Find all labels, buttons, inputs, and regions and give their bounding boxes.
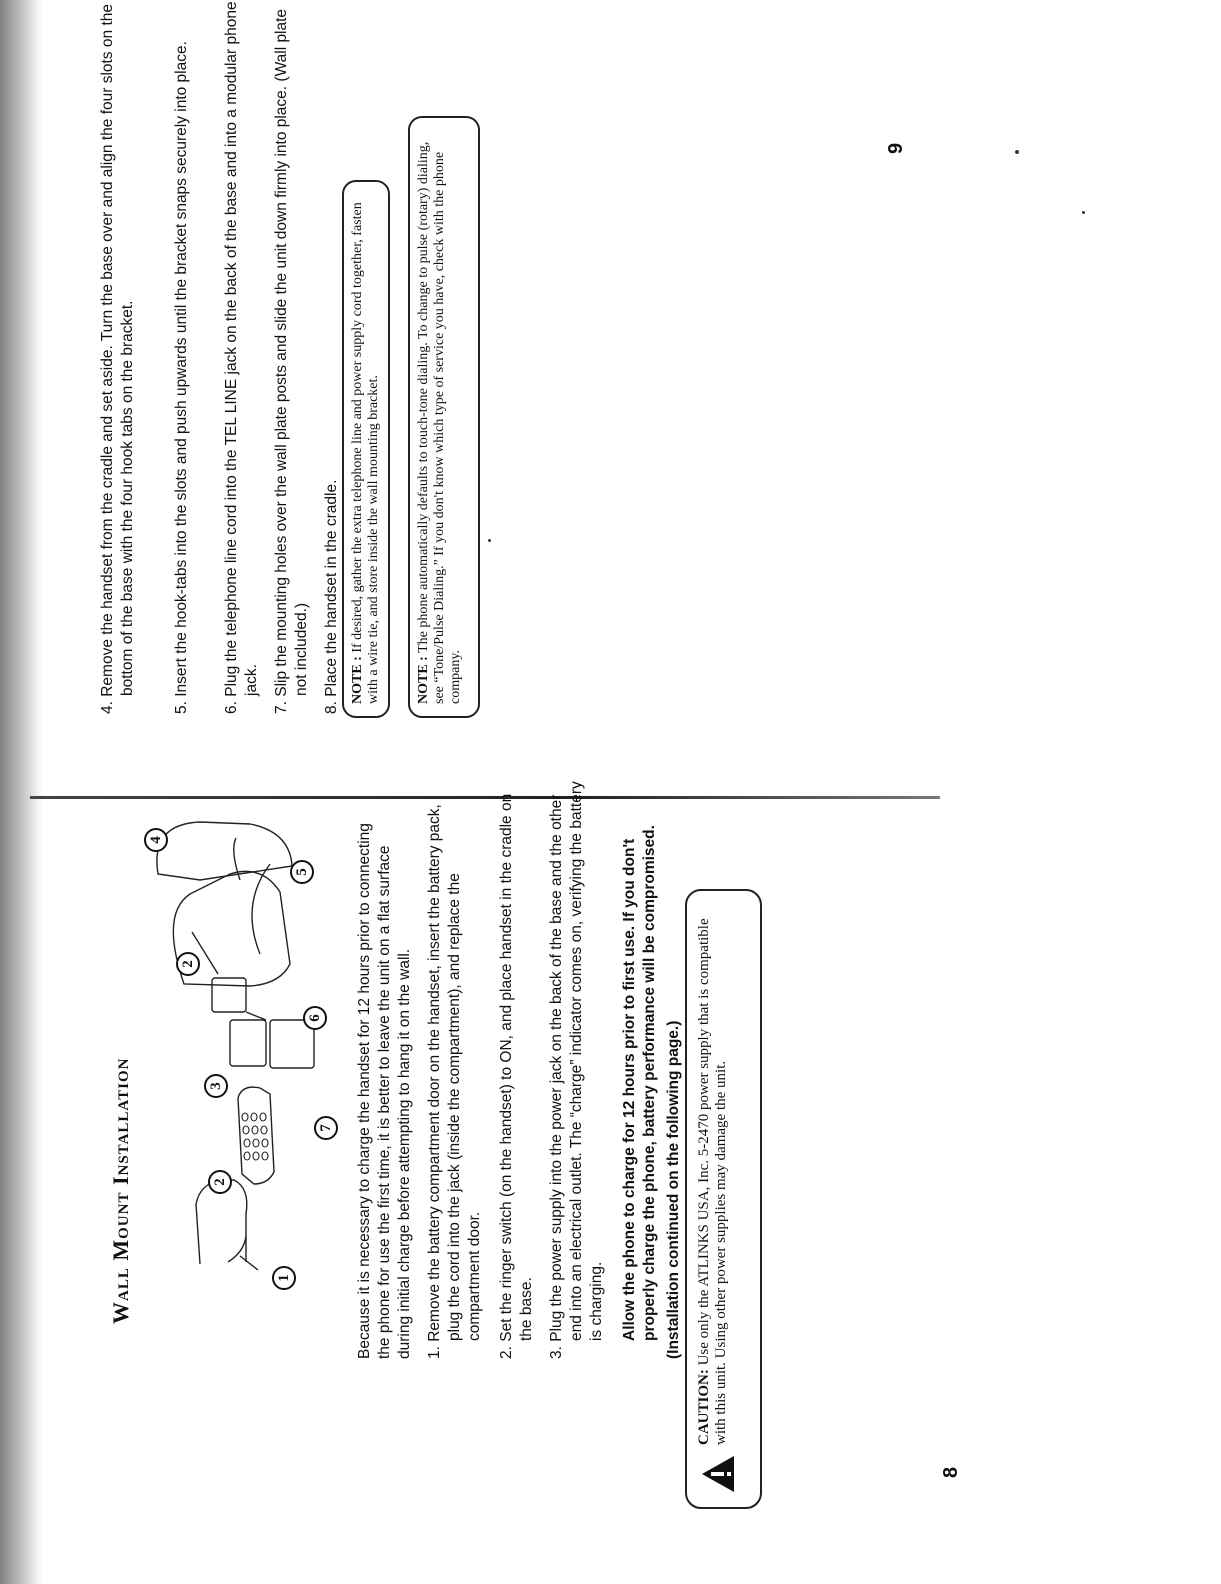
step-2: 2. Set the ringer switch (on the handset) to ON, and place handset in the cradle on the base. — [498, 793, 535, 1359]
callout-1: 1 — [272, 1266, 296, 1290]
step-3: 3. Plug the power supply into the power jack on the back of the base and the other end into an electrical outlet. The “charge” indicator comes on, verifying the battery is charging. — [548, 781, 605, 1359]
warning-triangle-icon — [701, 1455, 735, 1493]
scan-speck — [1015, 150, 1019, 154]
caution-text: Use only the ATLINKS USA, Inc. 5-2470 power supply that is compatible with this unit. Using other power supplies may damage the unit. — [696, 918, 729, 1445]
section-title: Wall Mount Installation — [108, 1057, 133, 1324]
step-5: 5. Insert the hook-tabs into the slots and push upwards until the bracket snaps securely into place. — [173, 41, 190, 714]
page-8 — [0, 781, 1221, 1584]
step-4: 4. Remove the handset from the cradle and set aside. Turn the base over and align the four slots on the bottom of the base with the four hook tabs on the bracket. — [99, 4, 136, 714]
note1-text: If desired, gather the extra telephone line and power supply cord together, fasten with a wire tie, and store inside the wall mounting bracket. — [350, 202, 381, 704]
callout-4: 4 — [144, 828, 168, 852]
page-9 — [0, 0, 1221, 784]
callout-6: 6 — [303, 1006, 327, 1030]
intro-paragraph: Because it is necessary to charge the handset for 12 hours prior to connecting the phone for use the first time, it is better to leave the unit on a flat surface during initial charge before attempting to hang it on the wall. — [356, 823, 413, 1359]
callout-3: 3 — [204, 1074, 228, 1098]
page-number-9: 9 — [885, 142, 907, 154]
note2-text: The phone automatically defaults to touch-tone dialing. To change to pulse (rotary) dialing, see “Tone/Pulse Dialing.” If you don't know which type of service you have, check with the phone company. — [416, 141, 463, 704]
caution-label: CAUTION: — [696, 1369, 712, 1445]
page-fold-line — [30, 796, 940, 799]
wall-mount-illustration — [130, 804, 345, 1284]
callout-2b: 2 — [176, 952, 200, 976]
note2-label: NOTE : — [416, 656, 431, 704]
step-7: 7. Slip the mounting holes over the wall plate posts and slide the unit down firmly into place. (Wall plate not included.) — [273, 8, 310, 714]
callout-5: 5 — [290, 860, 314, 884]
step-8: 8. Place the handset in the cradle. — [323, 479, 340, 714]
scan-speck — [488, 539, 491, 542]
page-number-8: 8 — [940, 1466, 962, 1478]
step-6: 6. Plug the telephone line cord into the TEL LINE jack on the back of the base and into a modular phone jack. — [223, 1, 260, 714]
step-1: 1. Remove the battery compartment door on the handset, insert the battery pack, plug the cord into the jack (inside the compartment), and replace the compartment door. — [426, 804, 483, 1359]
callout-7: 7 — [314, 1116, 338, 1140]
note-box-dialing — [408, 116, 480, 718]
caution-box — [685, 889, 762, 1509]
note1-label: NOTE : — [350, 656, 365, 704]
scan-speck — [1082, 211, 1085, 214]
note-box-cord-storage — [342, 180, 390, 718]
callout-2: 2 — [208, 1170, 232, 1194]
charge-warning: Allow the phone to charge for 12 hours prior to first use. If you don't properly charge the phone, battery performance will be compromised. — [621, 825, 658, 1341]
continued-note: (Installation continued on the following page.) — [665, 1020, 682, 1359]
